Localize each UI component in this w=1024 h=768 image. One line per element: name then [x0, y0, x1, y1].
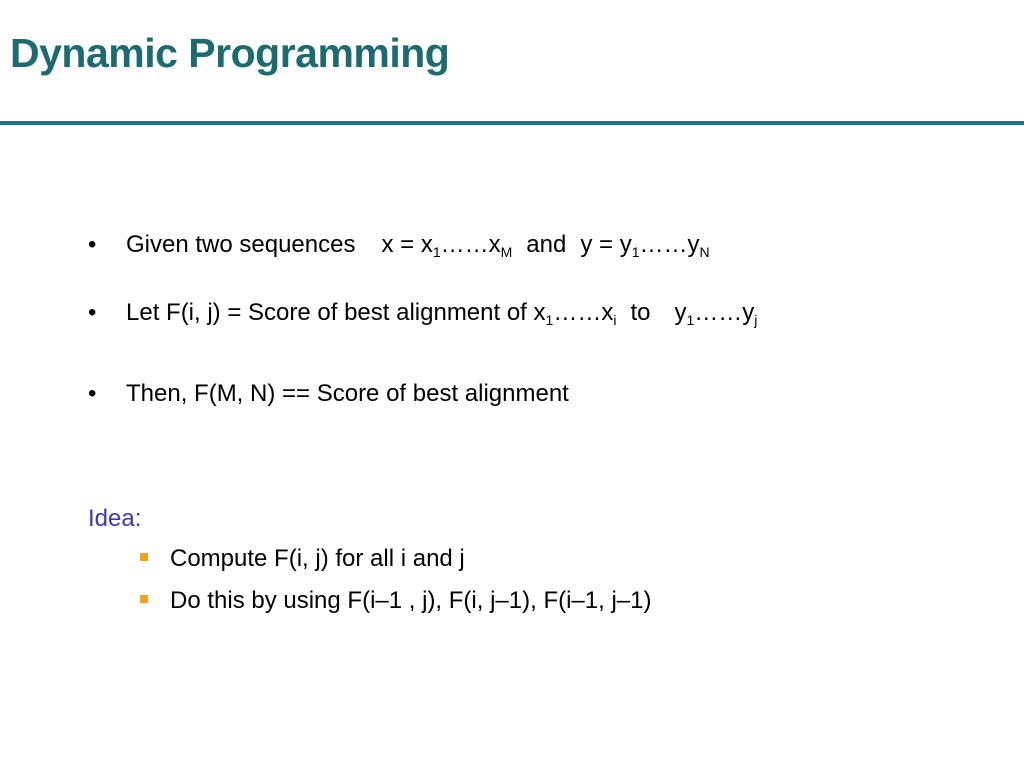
y-subscript-N: N [699, 244, 710, 260]
bullet-define-F [88, 298, 757, 328]
bullet-dot: • [88, 231, 97, 258]
y-sequence-dots: ……y [694, 299, 755, 326]
x-sequence-dots: ……x [553, 299, 614, 326]
y-subscript-1: 1 [686, 312, 695, 328]
idea-item-text: Do this by using F(i–1 , j), F(i, j–1), F(i–1, j–1) [170, 587, 652, 614]
y-sequence-start: y [674, 299, 687, 326]
square-bullet-icon [140, 553, 148, 561]
square-bullet-icon [140, 595, 148, 603]
y-sequence-prefix: y = y [580, 231, 632, 258]
x-subscript-1: 1 [545, 312, 554, 328]
idea-item-text: Compute F(i, j) for all i and j [170, 545, 465, 572]
x-subscript-1: 1 [432, 244, 441, 260]
bullet-dot: • [88, 299, 97, 326]
bullet-lead-text: Given two sequences [126, 231, 356, 258]
to-word: to [630, 299, 651, 326]
idea-heading: Idea: [88, 505, 142, 532]
title-divider [0, 121, 1024, 125]
bullet-final-score [88, 379, 569, 409]
x-subscript-M: M [500, 244, 513, 260]
idea-item [140, 544, 465, 574]
y-subscript-j: j [754, 312, 758, 328]
bullet-text: Then, F(M, N) == Score of best alignment [126, 380, 569, 407]
bullet-lead-text: Let F(i, j) = Score of best alignment of x [126, 299, 546, 326]
y-sequence-dots: ……y [639, 231, 700, 258]
x-sequence-dots: ……x [440, 231, 501, 258]
y-subscript-1: 1 [631, 244, 640, 260]
bullet-given-sequences [88, 230, 710, 260]
and-word: and [526, 231, 567, 258]
x-subscript-i: i [613, 312, 617, 328]
idea-item [140, 586, 651, 616]
bullet-dot: • [88, 380, 97, 407]
x-sequence-prefix: x = x [381, 231, 433, 258]
slide-title: Dynamic Programming [10, 30, 450, 76]
